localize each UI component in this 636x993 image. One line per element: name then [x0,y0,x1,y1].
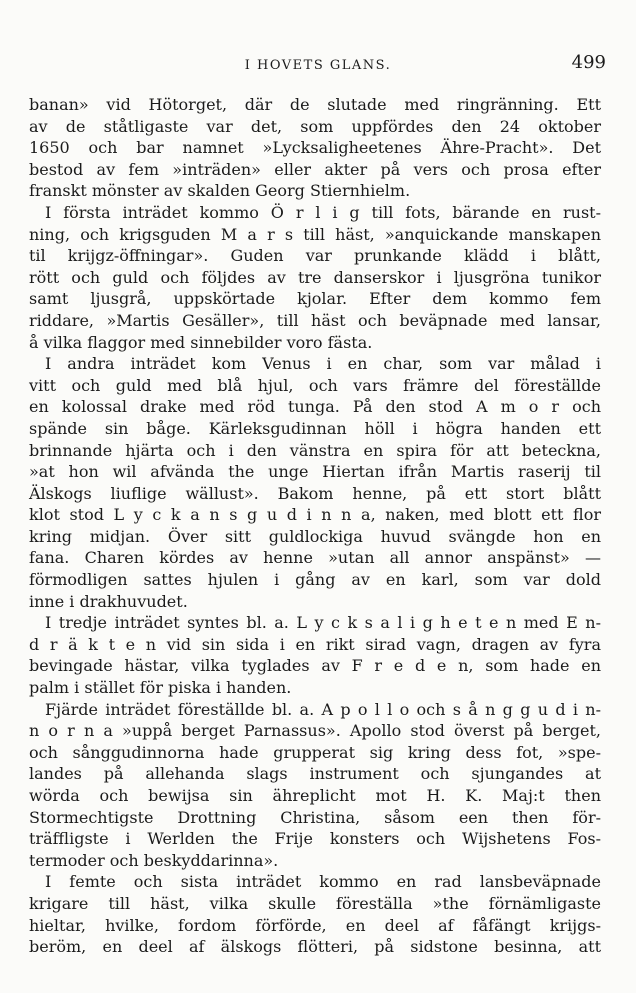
text-line: träffligste i Werlden the Frije konsters och Wijshetens Fos- [29,829,601,849]
text-line: 1650 och bar namnet »Lycksaligheetenes Ähre-Pracht». Det [29,138,601,158]
text-line: Stormechtigste Drottning Christina, såsom een then för- [29,807,601,827]
text-line: hieltar, hvilke, fordom förförde, en deel af fåfängt krijgs- [29,915,601,935]
body-text [29,94,601,958]
text-line: fana. Charen kördes av henne »utan all annor anspänst» — [29,548,601,568]
text-line: bestod av fem »inträden» eller akter på vers och prosa efter [29,159,601,179]
text-line: wörda och bewijsa sin ähreplicht mot H. K. Maj:t then [29,786,601,805]
text-line: vitt och guld med blå hjul, och vars främre del föreställde [29,375,601,395]
text-line: krigare till häst, vilka skulle föreställa »the förnämligaste [29,893,601,913]
text-line: landes på allehanda slags instrument och sjungandes at [29,764,601,784]
page-header [0,52,636,76]
text-line: til krijgz-öffningar». Guden var prunkande klädd i blått, [29,246,601,266]
text-line: en kolossal drake med röd tunga. På den stod A m o r och [29,397,601,417]
text-line: I femte och sista inträdet kommo en rad lansbeväpnade [45,872,601,892]
text-line: »at hon wil afvända the unge Hiertan ifrån Martis raserij til [29,462,601,482]
text-line: ning, och krigsguden M a r s till häst, »anquickande manskapen [29,224,601,244]
text-line: brinnande hjärta och i den vänstra en spira för att beteckna, [29,440,601,460]
text-line: Älskogs liuflige wällust». Bakom henne, på ett stort blått [29,483,601,503]
text-line: I första inträdet kommo Ö r l i g till fots, bärande en rust- [45,202,601,222]
text-line: beröm, en deel af älskogs flötteri, på sidstone besinna, att [29,937,601,957]
text-line: samt ljusgrå, uppskörtade kjolar. Efter dem kommo fem [29,289,601,309]
text-line: inne i drakhuvudet. [29,591,188,611]
text-line: Fjärde inträdet föreställde bl. a. A p o l l o och s å n g g u d i n- [45,699,601,719]
text-line: och sånggudinnorna hade grupperat sig kring dess fot, »spe- [29,742,601,762]
text-line: förmodligen sattes hjulen i gång av en karl, som var dold [29,570,601,590]
text-line: d r ä k t e n vid sin sida i en rikt sirad vagn, dragen av fyra [29,634,601,654]
text-line: I andra inträdet kom Venus i en char, som var målad i [45,354,601,374]
text-line: bevingade hästar, vilka tyglades av F r e d e n, som hade en [29,656,601,676]
text-line: riddare, »Martis Gesäller», till häst och beväpnade med lansar, [29,310,601,330]
text-line: termoder och beskyddarinna». [29,850,279,870]
text-line: n o r n a »uppå berget Parnassus». Apollo stod överst på berget, [29,721,601,741]
text-line: klot stod L y c k a n s g u d i n n a, naken, med blott ett flor [29,505,601,525]
text-line: I tredje inträdet syntes bl. a. L y c k s a l i g h e t e n med E n- [45,613,601,633]
text-line: rött och guld och följdes av tre danserskor i ljusgröna tunikor [29,267,601,287]
page-number: 499 [571,52,606,73]
text-line: å vilka flaggor med sinnebilder voro fästa. [29,332,373,352]
text-line: av de ståtligaste var det, som uppfördes den 24 oktober [29,116,601,136]
text-line: spände sin båge. Kärleksgudinnan höll i högra handen ett [29,418,601,438]
text-line: kring midjan. Över sitt guldlockiga huvud svängde hon en [29,526,601,546]
text-line: banan» vid Hötorget, där de slutade med ringränning. Ett [29,95,601,114]
text-line: palm i stället för piska i handen. [29,678,292,698]
text-line: franskt mönster av skalden Georg Stiernhielm. [29,181,411,201]
running-title: I HOVETS GLANS. [244,58,392,73]
